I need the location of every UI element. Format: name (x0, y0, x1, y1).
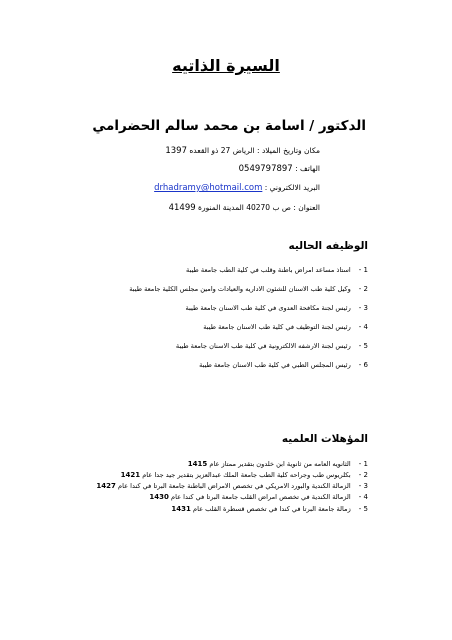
item-text: رئيس المجلس الطبي في كلية طب الاسنان جامعة طيبة (199, 361, 351, 369)
current-job-heading: الوظيفه الحاليه (288, 240, 368, 252)
list-item (171, 505, 368, 513)
item-text: بكلريوس طب وجراحه كلية الطب جامعة الملك عبدالعزيز بتقدير جيد جدا عام (142, 471, 351, 479)
email-link[interactable]: drhadramy@hotmail.com (154, 183, 263, 193)
item-text: استاذ مساعد امراض باطنة وقلب في كلية الطب جامعة طيبة (186, 266, 351, 274)
item-number: 2 - (358, 285, 368, 293)
item-number: 4 - (358, 323, 368, 331)
list-item (203, 323, 368, 331)
item-year: 1427 (96, 482, 116, 490)
item-text: الزمالة الكندية في تخصص امراض القلب جامعة البرتا في كندا عام (171, 493, 351, 501)
item-text: رئيس لجنة التوظيف في كلية طب الاسنان جامعة طيبة (203, 323, 351, 331)
document-title: السيرة الذاتيه (172, 56, 280, 75)
list-item (185, 304, 368, 312)
email-info (154, 183, 320, 193)
item-number: 3 - (358, 304, 368, 312)
list-item (129, 285, 368, 293)
item-number: 5 - (358, 342, 368, 350)
item-text: الثانويه العامه من ثانوية ابن خلدون بتقدير ممتاز عام (209, 460, 351, 468)
list-item (149, 493, 368, 501)
item-number: 6 - (358, 361, 368, 369)
email-label: البريد الالكتروني : (264, 183, 320, 192)
qualifications-heading: المؤهلات العلميه (281, 433, 368, 445)
item-number: 1 - (358, 460, 368, 468)
birth-info (165, 146, 320, 156)
item-number: 5 - (358, 505, 368, 513)
address-info (169, 203, 320, 213)
list-item (188, 460, 368, 468)
phone-info (239, 164, 320, 174)
list-item (199, 361, 368, 369)
item-text: رئيس لجنة الارشفه الالكترونية في كلية طب الاسنان جامعة طيبة (175, 342, 351, 350)
list-item (96, 482, 368, 490)
item-year: 1430 (149, 493, 169, 501)
list-item (121, 471, 368, 479)
birth-year: 1397 (165, 146, 187, 156)
item-text: رئيس لجنة مكافحة العدوى في كلية طب الاسنان جامعة طيبة (185, 304, 351, 312)
phone-value: 0549797897 (238, 164, 293, 174)
person-name: الدكتور / اسامة بن محمد سالم الحضرامي (92, 118, 366, 134)
item-number: 1 - (358, 266, 368, 274)
phone-label: الهاتف : (295, 164, 320, 173)
item-year: 1415 (187, 460, 208, 468)
birth-label: مكان وتاريخ الميلاد : الرياض 27 ذو القعده (189, 146, 320, 155)
item-year: 1431 (171, 505, 191, 513)
list-item (176, 342, 368, 350)
item-year: 1421 (120, 471, 141, 479)
item-number: 2 - (358, 471, 368, 479)
item-number: 3 - (358, 482, 368, 490)
item-number: 4 - (358, 493, 368, 501)
address-code: 41499 (168, 203, 196, 213)
item-text: الزمالة الكندية والبورد الامريكي في تخصص الامراض الباطنة جامعة البرتا في كندا عام (118, 482, 351, 490)
address-label: العنوان : ص ب 40270 المدينة المنورة (198, 203, 320, 212)
list-item (186, 266, 368, 274)
item-text: وكيل كلية طب الاسنان للشئون الاداريه والعيادات وامين مجلس الكلية جامعة طيبة (129, 285, 351, 293)
item-text: زمالة جامعة البرتا في كندا في تخصص قسطرة القلب عام (192, 505, 351, 513)
